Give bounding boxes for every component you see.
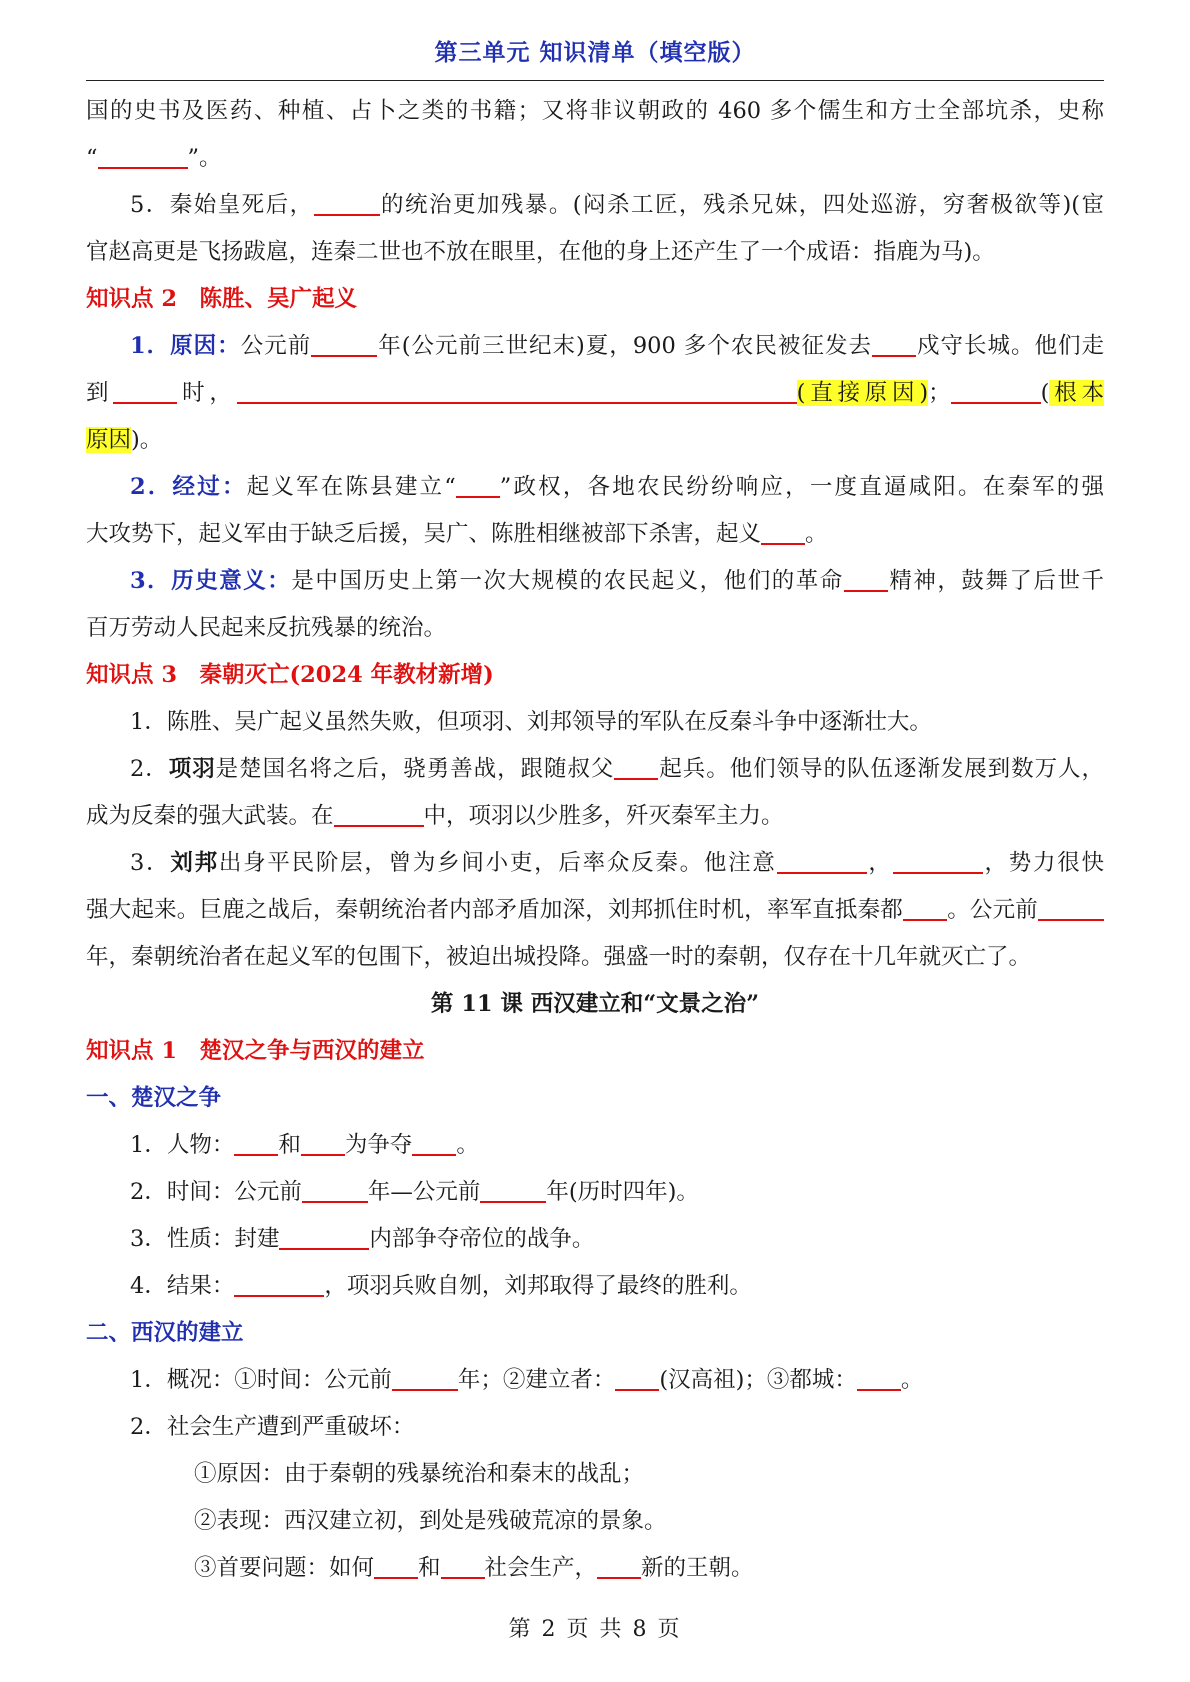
fill-blank[interactable]	[441, 1547, 485, 1579]
text-line: 3．性质：封建 内部争夺帝位的战争。	[86, 1216, 1104, 1263]
knowledge-point-heading: 知识点 2 陈胜、吴广起义	[86, 286, 357, 312]
fill-blank[interactable]	[234, 1124, 278, 1156]
fill-blank[interactable]	[893, 842, 983, 874]
text-line: “ ”。	[86, 135, 1104, 182]
text-line: 大攻势下，起义军由于缺乏后援，吴广、陈胜相继被部下杀害，起义 。	[86, 511, 1104, 558]
text-line: 年，秦朝统治者在起义军的包围下，被迫出城投降。强盛一时的秦朝，仅存在十几年就灭亡了。	[86, 944, 1032, 970]
text-line: ③首要问题：如何 和 社会生产， 新的王朝。	[86, 1545, 1104, 1592]
text-line: 官赵高更是飞扬跋扈，连秦二世也不放在眼里，在他的身上还产生了一个成语：指鹿为马)。	[86, 239, 995, 265]
text-line: 3．刘邦出身平民阶层，曾为乡间小吏，后率众反秦。他注意 ， ，势力很快	[86, 840, 1104, 887]
fill-blank[interactable]	[597, 1547, 641, 1579]
fill-blank[interactable]	[301, 1124, 345, 1156]
fill-blank[interactable]	[237, 372, 797, 404]
text-line: ②表现：西汉建立初，到处是残破荒凉的景象。	[194, 1508, 667, 1534]
fill-blank[interactable]	[951, 372, 1041, 404]
text-line: 5．秦始皇死后， 的统治更加残暴。(闷杀工匠，残杀兄妹，四处巡游，穷奢极欲等)(宦	[86, 182, 1104, 229]
page-footer: 第 2 页 共 8 页	[508, 1617, 682, 1642]
section-heading: 一、楚汉之争	[86, 1085, 222, 1111]
fill-blank[interactable]	[761, 513, 805, 545]
knowledge-point-heading: 知识点 3 秦朝灭亡(2024 年教材新增)	[86, 662, 494, 688]
text-line: 2．时间：公元前 年—公元前 年(历时四年)。	[86, 1169, 1104, 1216]
fill-blank[interactable]	[614, 748, 658, 780]
fill-blank[interactable]	[334, 795, 424, 827]
highlighted-text: (直接原因)	[796, 380, 929, 406]
text-line: 4．结果： ，项羽兵败自刎，刘邦取得了最终的胜利。	[86, 1263, 1104, 1310]
document-body	[86, 88, 1104, 1592]
fill-blank[interactable]	[615, 1359, 659, 1391]
text-line: 原因)。	[86, 427, 163, 453]
fill-blank[interactable]	[456, 466, 500, 498]
fill-blank[interactable]	[844, 560, 888, 592]
text-line: 1．概况：①时间：公元前 年；②建立者： (汉高祖)；③都城： 。	[86, 1357, 1104, 1404]
section-heading: 二、西汉的建立	[86, 1320, 244, 1346]
fill-blank[interactable]	[480, 1171, 546, 1203]
fill-blank[interactable]	[872, 325, 916, 357]
text-line: 2．社会生产遭到严重破坏：	[130, 1414, 415, 1440]
header-divider	[86, 80, 1104, 81]
fill-blank[interactable]	[903, 889, 947, 921]
page-header-title: 第三单元 知识清单（填空版）	[434, 39, 756, 66]
fill-blank[interactable]	[412, 1124, 456, 1156]
text-line: 1．人物： 和 为争夺 。	[86, 1122, 1104, 1169]
fill-blank[interactable]	[302, 1171, 368, 1203]
knowledge-point-heading: 知识点 1 楚汉之争与西汉的建立	[86, 1038, 425, 1064]
fill-blank[interactable]	[374, 1547, 418, 1579]
fill-blank[interactable]	[314, 184, 380, 216]
fill-blank[interactable]	[234, 1265, 324, 1297]
text-line: 到 时， (直接原因)； (根本	[86, 370, 1104, 417]
fill-blank[interactable]	[279, 1218, 369, 1250]
fill-blank[interactable]	[113, 372, 177, 404]
text-line: 1．陈胜、吴广起义虽然失败，但项羽、刘邦领导的军队在反秦斗争中逐渐壮大。	[130, 709, 932, 735]
text-line: ①原因：由于秦朝的残暴统治和秦末的战乱；	[194, 1461, 645, 1487]
text-line: 百万劳动人民起来反抗残暴的统治。	[86, 615, 447, 641]
text-line: 强大起来。巨鹿之战后，秦朝统治者内部矛盾加深，刘邦抓住时机，率军直抵秦都 。公元前	[86, 887, 1104, 934]
fill-blank[interactable]	[392, 1359, 458, 1391]
fill-blank[interactable]	[311, 325, 377, 357]
text-line: 成为反秦的强大武装。在 中，项羽以少胜多，歼灭秦军主力。	[86, 793, 1104, 840]
fill-blank[interactable]	[857, 1359, 901, 1391]
lesson-title: 第 11 课 西汉建立和“文景之治”	[430, 991, 760, 1017]
highlighted-text: 原因	[86, 427, 132, 453]
text-line: 2．经过：起义军在陈县建立“ ”政权，各地农民纷纷响应，一度直逼咸阳。在秦军的强	[86, 464, 1104, 511]
fill-blank[interactable]	[1038, 889, 1104, 921]
text-line: 国的史书及医药、种植、占卜之类的书籍；又将非议朝政的 460 多个儒生和方士全部坑杀，史称	[86, 98, 1104, 124]
fill-blank[interactable]	[777, 842, 867, 874]
highlighted-text: 根本	[1049, 380, 1104, 406]
fill-blank[interactable]	[98, 137, 188, 169]
text-line: 1．原因：公元前 年(公元前三世纪末)夏，900 多个农民被征发去 戍守长城。他们走	[86, 323, 1104, 370]
text-line: 3．历史意义：是中国历史上第一次大规模的农民起义，他们的革命 精神，鼓舞了后世千	[86, 558, 1104, 605]
text-line: 2．项羽是楚国名将之后，骁勇善战，跟随叔父 起兵。他们领导的队伍逐渐发展到数万人，	[86, 746, 1104, 793]
